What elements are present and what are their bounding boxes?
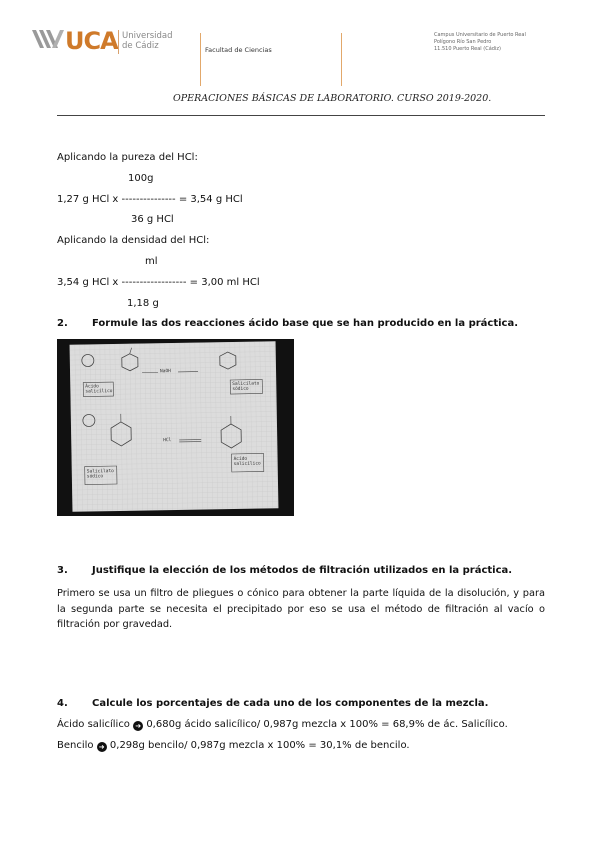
reaction-photo xyxy=(57,339,294,516)
header-divider-2 xyxy=(341,33,342,86)
result-2-value: 0,298g bencilo/ 0,987g mezcla x 100% = 30,1% de bencilo. xyxy=(109,740,410,751)
calc-line-7: 3,54 g HCl x ------------------ = 3,00 ml HCl xyxy=(57,277,260,288)
question-3-answer: Primero se usa un filtro de pliegues o cónico para obtener la parte líquida de la disolución, y para la segunda parte se necesita el precipitado por eso se usa el método de filtración al vacío o filtración por gravedad. xyxy=(57,588,545,630)
calc-line-5: Aplicando la densidad del HCl: xyxy=(57,235,210,246)
uca-emblem-icon xyxy=(30,26,66,52)
question-4-text: Calcule los porcentajes de cada uno de los componentes de la mezcla. xyxy=(92,698,489,709)
reaction-drawing xyxy=(70,341,279,512)
campus-line-3: 11.510 Puerto Real (Cádiz) xyxy=(434,46,501,52)
question-3-number: 3. xyxy=(57,565,68,576)
notebook-page xyxy=(70,341,279,512)
result-1-label: Ácido salicílico xyxy=(57,719,130,730)
header-rule xyxy=(57,115,545,116)
result-line-1 xyxy=(57,719,508,731)
photo-box-3: Salicilato sódico xyxy=(86,469,114,480)
result-line-2 xyxy=(57,740,410,752)
university-logo xyxy=(30,26,66,56)
photo-reagent-label: NaOH xyxy=(159,369,171,375)
question-2-text: Formule las dos reacciones ácido base que se han producido en la práctica. xyxy=(92,318,519,329)
calc-line-6: ml xyxy=(145,256,158,267)
question-4-number: 4. xyxy=(57,698,68,709)
calc-line-8: 1,18 g xyxy=(127,298,159,309)
university-name xyxy=(122,31,173,51)
campus-address xyxy=(434,32,526,53)
logo-divider xyxy=(118,30,119,54)
photo-box-1: Ácido salicílico xyxy=(85,384,113,395)
arrow-icon: ➜ xyxy=(133,721,143,731)
campus-line-1: Campus Universitario de Puerto Real xyxy=(434,32,526,38)
calc-line-4: 36 g HCl xyxy=(131,214,174,225)
question-2-number: 2. xyxy=(57,318,68,329)
photo-reagent-2-label: HCl xyxy=(163,438,172,444)
logo-text: UCA xyxy=(65,27,118,55)
question-3-text: Justifique la elección de los métodos de filtración utilizados en la práctica. xyxy=(92,565,513,576)
university-line-2: de Cádiz xyxy=(122,41,159,51)
course-title: OPERACIONES BÁSICAS DE LABORATORIO. CURSO 2019-2020. xyxy=(173,93,492,104)
result-1-value: 0,680g ácido salicílico/ 0,987g mezcla x 100% = 68,9% de ác. Salicílico. xyxy=(146,719,508,730)
university-line-1: Universidad xyxy=(122,31,173,41)
campus-line-2: Polígono Río San Pedro xyxy=(434,39,492,45)
calc-line-3: 1,27 g HCl x --------------- = 3,54 g HCl xyxy=(57,194,243,205)
arrow-icon: ➜ xyxy=(97,742,107,752)
photo-box-2: Salicilato sódico xyxy=(232,381,260,392)
faculty-name: Facultad de Ciencias xyxy=(205,46,272,54)
photo-box-4: Ácido salicílico xyxy=(233,456,261,467)
calc-line-2: 100g xyxy=(128,173,154,184)
result-2-label: Bencilo xyxy=(57,740,94,751)
header-divider-1 xyxy=(200,33,201,86)
calc-line-1: Aplicando la pureza del HCl: xyxy=(57,152,198,163)
